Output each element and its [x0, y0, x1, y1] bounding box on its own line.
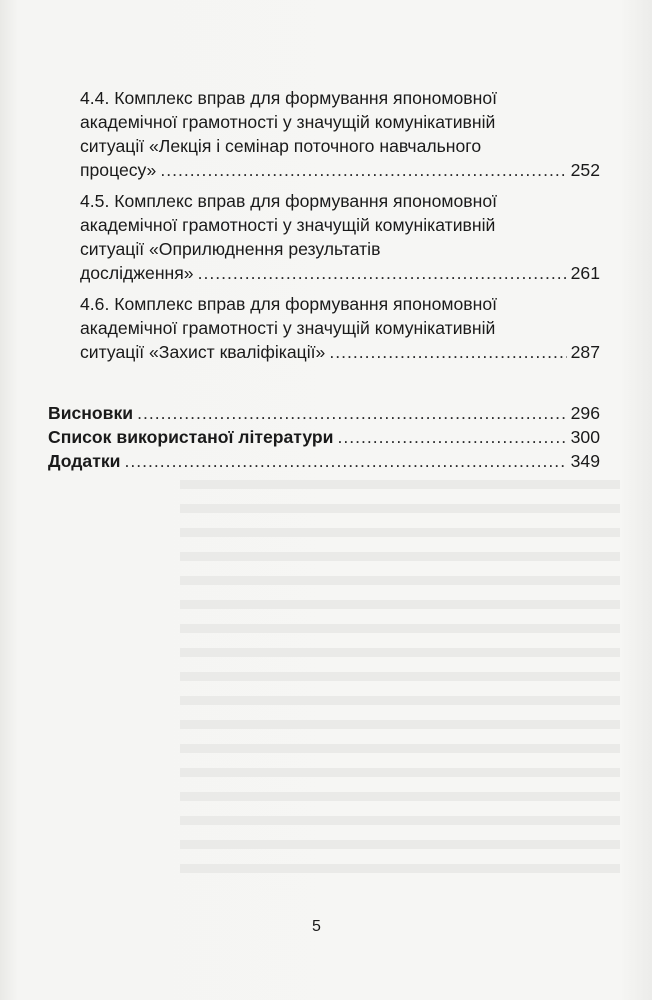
dot-leader [337, 425, 566, 449]
toc-entry-line: 4.5. Комплекс вправ для формування япономовної [80, 191, 498, 211]
toc-page-number: 296 [570, 403, 600, 423]
dot-leader [329, 340, 566, 364]
toc-main-entry-title: Додатки [48, 451, 121, 471]
toc-entry-4-6 [80, 292, 600, 364]
toc-main-entry-conclusions [48, 401, 600, 425]
toc-page-number: 349 [570, 451, 600, 471]
toc-main-entry-appendices [48, 449, 600, 473]
toc-entry-line: дослідження» [80, 263, 194, 283]
toc-entry-last-line [80, 158, 600, 182]
dot-leader [198, 261, 567, 285]
toc-main-entry-title: Список використаної літератури [48, 427, 334, 447]
page-number: 5 [312, 918, 321, 935]
toc-entry-line: академічної грамотності у значущій комунікативній [80, 112, 496, 132]
toc-main-entry-title: Висновки [48, 403, 134, 423]
toc-entry-line: 4.6. Комплекс вправ для формування япономовної [80, 294, 498, 314]
dot-leader [124, 449, 566, 473]
toc-entry-line: ситуації «Лекція і семінар поточного навчального [80, 136, 482, 156]
toc-main-entry-references [48, 425, 600, 449]
toc-entry-line: 4.4. Комплекс вправ для формування япономовної [80, 88, 498, 108]
toc-entry-last-line [80, 261, 600, 285]
toc-page-number: 300 [570, 427, 600, 447]
toc-entry-line: академічної грамотності у значущій комунікативній [80, 318, 496, 338]
toc-entry-4-4 [80, 86, 600, 182]
toc-entry-last-line [80, 340, 600, 364]
toc-page-number: 261 [570, 263, 600, 283]
toc-entry-line: академічної грамотності у значущій комунікативній [80, 215, 496, 235]
dot-leader [160, 158, 566, 182]
show-through-texture [180, 480, 620, 880]
toc-entry-4-5 [80, 189, 600, 285]
toc-page-number: 287 [570, 342, 600, 362]
toc-entry-line: ситуації «Захист кваліфікації» [80, 342, 326, 362]
toc-page-number: 252 [570, 160, 600, 180]
dot-leader [137, 401, 567, 425]
toc-entry-line: ситуації «Оприлюднення результатів [80, 239, 381, 259]
toc-entry-line: процесу» [80, 160, 157, 180]
